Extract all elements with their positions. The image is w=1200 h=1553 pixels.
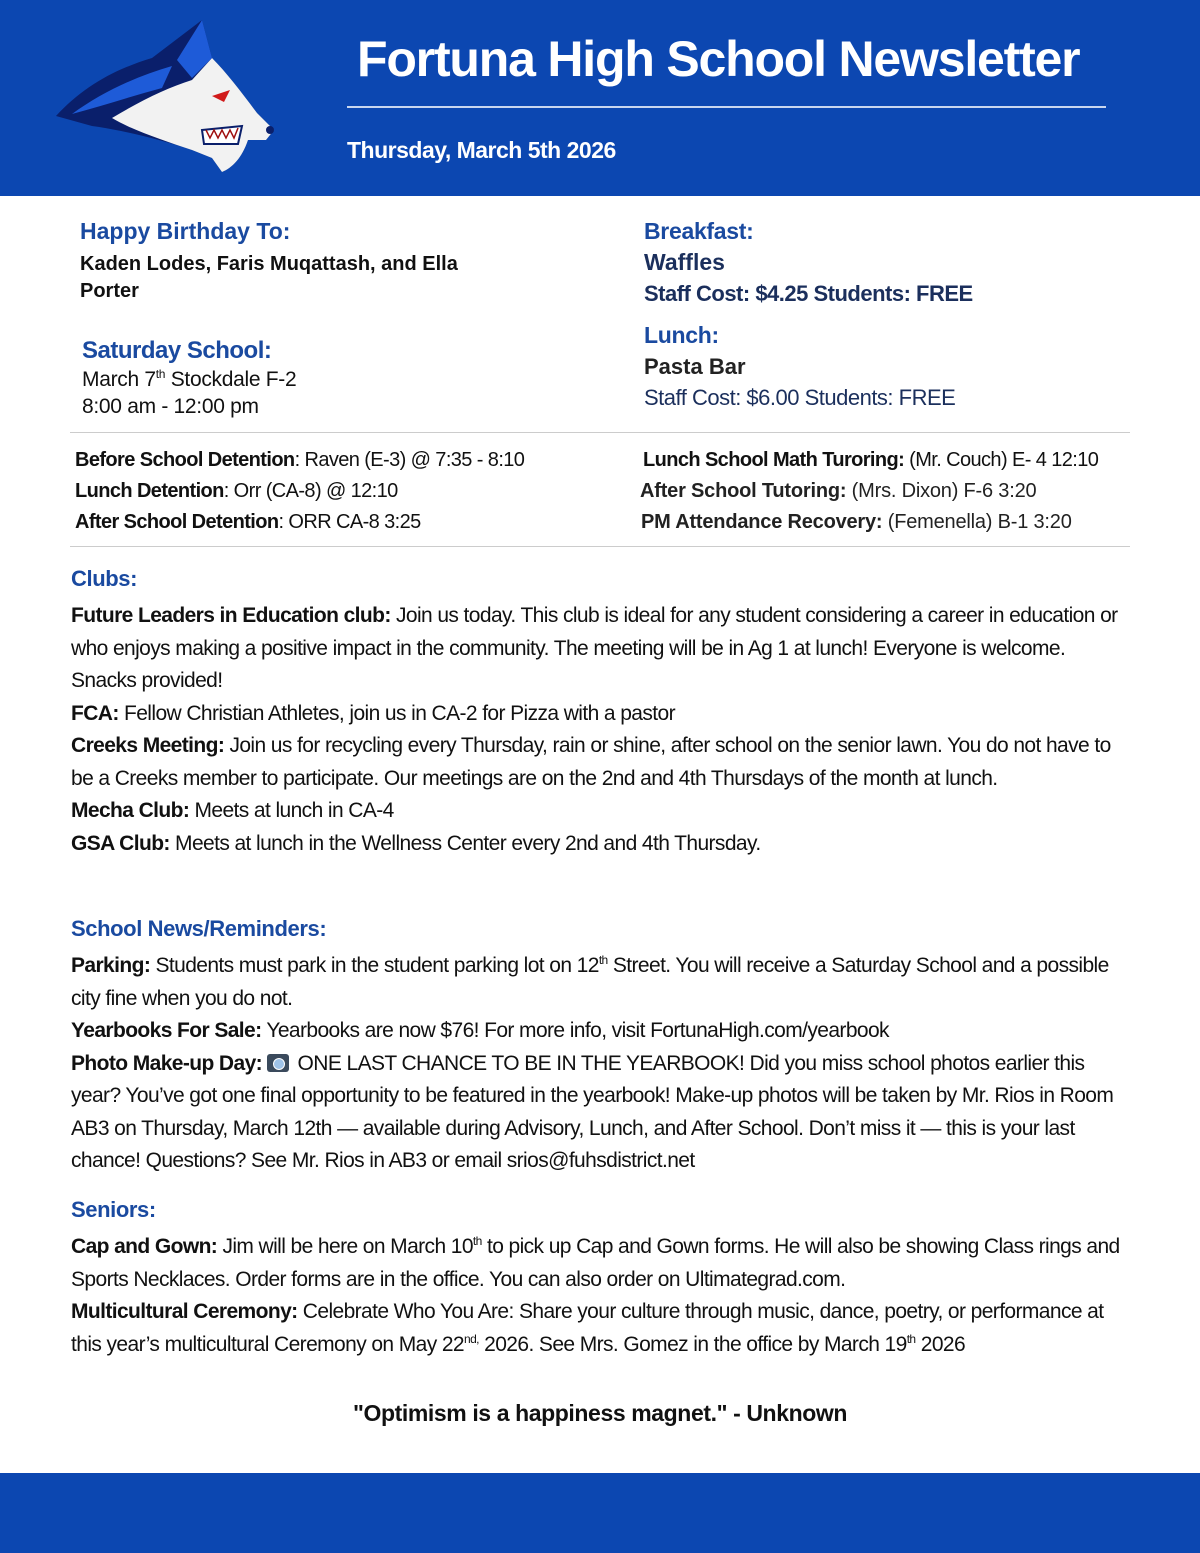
news-photo-makeup: Photo Make-up Day: ONE LAST CHANCE TO BE IN THE YEARBOOK! Did you miss school photos earlier this year? You’ve got one final opportunity to be featured in the yearbook! Make-up photos will be taken by Mr. Rios in Room AB3 on Thursday, March 12th — available during Advisory, Lunch, and After School. Don’t miss it — this is your last chance! Questions? See Mr. Rios in AB3 or email srios@fuhsdistrict.net <box>71 1051 1114 1172</box>
clubs-heading: Clubs: <box>71 566 138 591</box>
clubs-section <box>71 566 1131 860</box>
detention-lunch: Lunch Detention: Orr (CA-8) @ 12:10 <box>75 480 398 502</box>
detention-after-school: After School Detention: ORR CA-8 3:25 <box>75 511 421 533</box>
birthday-names: Kaden Lodes, Faris Muqattash, and Ella Porter <box>80 253 458 302</box>
seniors-cap-gown: Cap and Gown: Jim will be here on March 10th to pick up Cap and Gown forms. He will also be showing Class rings and Sports Necklaces. Order forms are in the office. You can also order on Ultimategrad.com. <box>71 1234 1120 1291</box>
club-item: GSA Club: Meets at lunch in the Wellness Center every 2nd and 4th Thursday. <box>71 831 761 855</box>
header-banner <box>0 0 1200 196</box>
camera-icon <box>267 1054 289 1072</box>
lunch-cost: Staff Cost: $6.00 Students: FREE <box>644 385 956 410</box>
divider <box>70 432 1130 433</box>
seniors-section <box>71 1197 1131 1361</box>
club-item: FCA: Fellow Christian Athletes, join us in CA-2 for Pizza with a pastor <box>71 701 675 725</box>
quote: "Optimism is a happiness magnet." - Unknown <box>352 1400 848 1426</box>
seniors-heading: Seniors: <box>71 1197 156 1222</box>
newsletter-date: Thursday, March 5th 2026 <box>347 137 616 163</box>
birthday-heading: Happy Birthday To: <box>80 218 291 244</box>
footer-banner <box>0 1473 1200 1553</box>
news-yearbooks: Yearbooks For Sale: Yearbooks are now $76! For more info, visit FortunaHigh.com/yearbook <box>71 1019 889 1042</box>
saturday-school-heading: Saturday School: <box>82 337 272 364</box>
seniors-multicultural: Multicultural Ceremony: Celebrate Who You Are: Share your culture through music, dance, poetry, or performance at this year’s multicultural Ceremony on May $22^{nd,}$ 2026. See Mrs. Gomez in the office by March 19th 2026 <box>71 1300 1104 1356</box>
tutoring-lunch-math: Lunch School Math Turoring: (Mr. Couch) E- 4 12:10 <box>643 449 1099 471</box>
club-item: Creeks Meeting: Join us for recycling every Thursday, rain or shine, after school on the senior lawn. You do not have to be a Creeks member to participate. Our meetings are on the 2nd and 4th Thursdays of the month at lunch. <box>71 734 1111 790</box>
wolf-mascot-logo <box>52 18 280 176</box>
club-item: Mecha Club: Meets at lunch in CA-4 <box>71 799 394 822</box>
lunch-item: Pasta Bar <box>644 354 746 379</box>
club-item: Future Leaders in Education club: Join us today. This club is ideal for any student considering a career in education or who enjoys making a positive impact in the community. The meeting will be in Ag 1 at lunch! Everyone is welcome. Snacks provided! <box>71 604 1118 692</box>
detention-before-school: Before School Detention: Raven (E-3) @ 7:35 - 8:10 <box>75 449 525 471</box>
saturday-school-date: March 7th Stockdale F-2 <box>82 367 297 391</box>
news-parking: Parking: Students must park in the student parking lot on 12th Street. You will receive a Saturday School and a possible city fine when you do not. <box>71 953 1109 1010</box>
attendance-recovery: PM Attendance Recovery: (Femenella) B-1 3:20 <box>641 511 1072 533</box>
divider <box>70 546 1130 547</box>
school-news-heading: School News/Reminders: <box>71 916 327 941</box>
breakfast-item: Waffles <box>644 249 725 275</box>
tutoring-after-school: After School Tutoring: (Mrs. Dixon) F-6 3:20 <box>640 480 1037 502</box>
breakfast-heading: Breakfast: <box>644 218 754 244</box>
breakfast-cost: Staff Cost: $4.25 Students: FREE <box>644 281 973 306</box>
lunch-heading: Lunch: <box>644 322 719 348</box>
school-news-section <box>71 916 1131 1178</box>
title-divider <box>347 106 1106 108</box>
saturday-school-time: 8:00 am - 12:00 pm <box>82 395 259 418</box>
newsletter-title: Fortuna High School Newsletter <box>357 31 1080 87</box>
